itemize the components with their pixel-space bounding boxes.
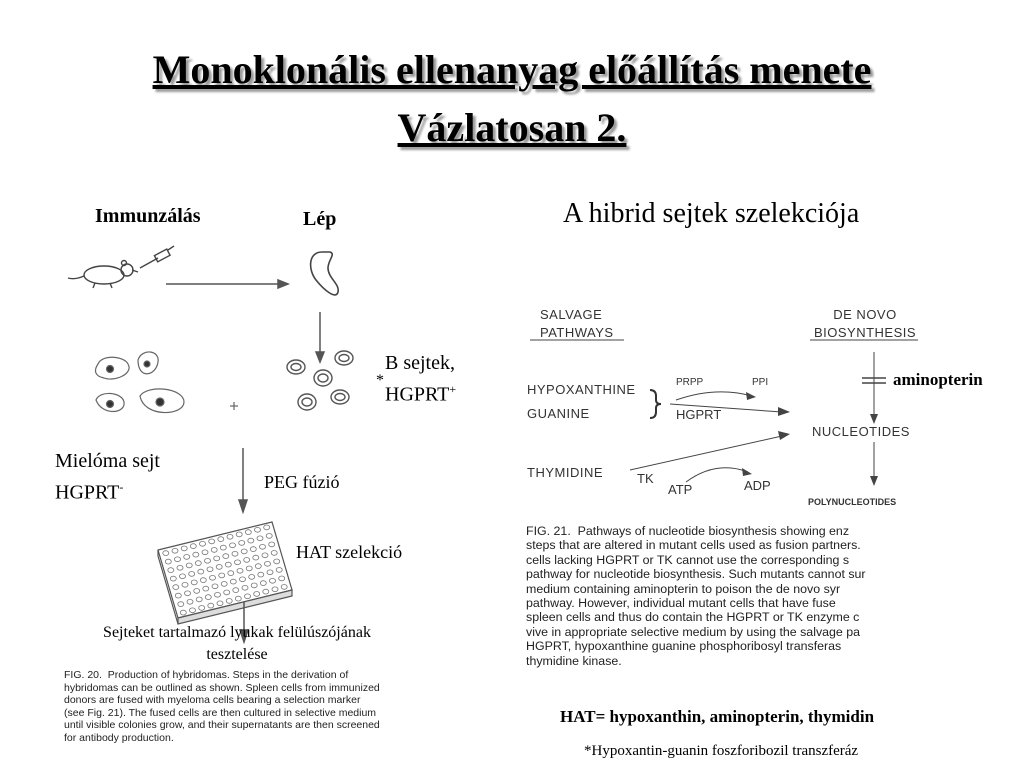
prpp-ppi-arrow <box>676 392 752 400</box>
myeloma-label-line1: Mielóma sejt <box>55 450 160 472</box>
tk-label: TK <box>637 471 654 486</box>
b-cells-hgprt-plus: + <box>449 382 457 396</box>
adp-label: ADP <box>744 478 771 493</box>
hat-selection-label: HAT szelekció <box>296 542 403 562</box>
myeloma-cells-icon <box>96 352 184 413</box>
guanine-label: GUANINE <box>527 406 590 421</box>
slide-title-line1: Monoklonális ellenanyag előállítás menete <box>152 47 872 92</box>
polynucleotides-label: POLYNUCLEOTIDES <box>808 497 897 507</box>
peg-fusion-label: PEG fúzió <box>264 472 340 492</box>
myeloma-hgprt-minus: - <box>119 480 124 494</box>
prpp-label: PRPP <box>676 377 704 388</box>
atp-adp-arrow <box>686 468 748 482</box>
fusion-arrow <box>239 448 247 512</box>
mouse-icon <box>68 261 138 289</box>
b-cells-label-line1: B sejtek, <box>385 352 455 374</box>
nucleotides-label: NUCLEOTIDES <box>812 424 910 439</box>
hgprt-footnote: *Hypoxantin-guanin foszforibozil transzferáz <box>584 743 859 759</box>
denovo-line2: BIOSYNTHESIS <box>813 325 917 340</box>
tk-arrow <box>630 436 782 470</box>
immunization-label: Immunzálás <box>95 205 201 227</box>
atp-label: ATP <box>668 482 693 497</box>
b-cells-label <box>376 350 457 408</box>
fig20-caption: FIG. 20. Production of hybridomas. Steps in the derivation of hybridomas can be outlined as shown. Spleen cells from immunized donors are fused with myeloma cells bearing a selection marker (see Fig. 21). The fused cells are then cultured in selective medium until visible colonies grow, and their supernatants are then screened for antibody production. <box>64 669 380 744</box>
slide-title-line2: Vázlatosan 2. <box>397 105 627 150</box>
plus-sign <box>230 402 238 410</box>
selection-heading: A hibrid sejtek szelekciója <box>563 198 860 229</box>
b-cells-label-line2: HGPRT <box>385 383 450 406</box>
salvage-line1: SALVAGE <box>540 307 603 322</box>
spleen-to-bcells-arrow <box>316 312 324 362</box>
syringe-icon <box>140 246 174 268</box>
hgprt-label: HGPRT <box>676 407 722 422</box>
injection-arrow <box>166 280 288 288</box>
hypoxanthine-label: HYPOXANTHINE <box>527 382 636 397</box>
fig21-caption-box <box>526 524 920 676</box>
brace-icon <box>650 390 661 418</box>
spleen-label: Lép <box>303 208 337 230</box>
salvage-line2: PATHWAYS <box>540 325 614 340</box>
supernatant-test-label <box>48 622 426 666</box>
denovo-line1: DE NOVO <box>833 307 897 322</box>
aminopterin-label: aminopterin <box>893 370 983 389</box>
spleen-icon <box>311 252 339 295</box>
hybridoma-production-diagram <box>40 230 500 650</box>
thymidine-label: THYMIDINE <box>527 465 603 480</box>
ppi-label: PPI <box>752 377 769 388</box>
supernatant-test-line2: tesztelése <box>206 646 268 663</box>
asterisk-marker: * <box>376 372 384 389</box>
myeloma-label <box>55 448 160 506</box>
fig21-caption: FIG. 21. Pathways of nucleotide biosynthesis showing enz steps that are altered in mutant cells used as fusion partners. cells lacking HGPRT or TK cannot use the corresponding s pathway for nucleotide biosynthesis. Such mutants cannot sur medium containing aminopterin to poison the de novo syr pathway. However, individual mutant cells that have fuse spleen cells and thus do contain the HGPRT or TK enzyme c vive in appropriate selective medium by using the salvage pa HGPRT, hypoxanthine guanine phosphoribosyl transferas thymidine kinase. <box>526 524 866 668</box>
hat-definition: HAT= hypoxanthin, aminopterin, thymidin <box>560 707 875 726</box>
myeloma-label-line2: HGPRT <box>55 481 120 504</box>
supernatant-test-line1: Sejteket tartalmazó lyukak felülúszójának <box>103 624 371 641</box>
